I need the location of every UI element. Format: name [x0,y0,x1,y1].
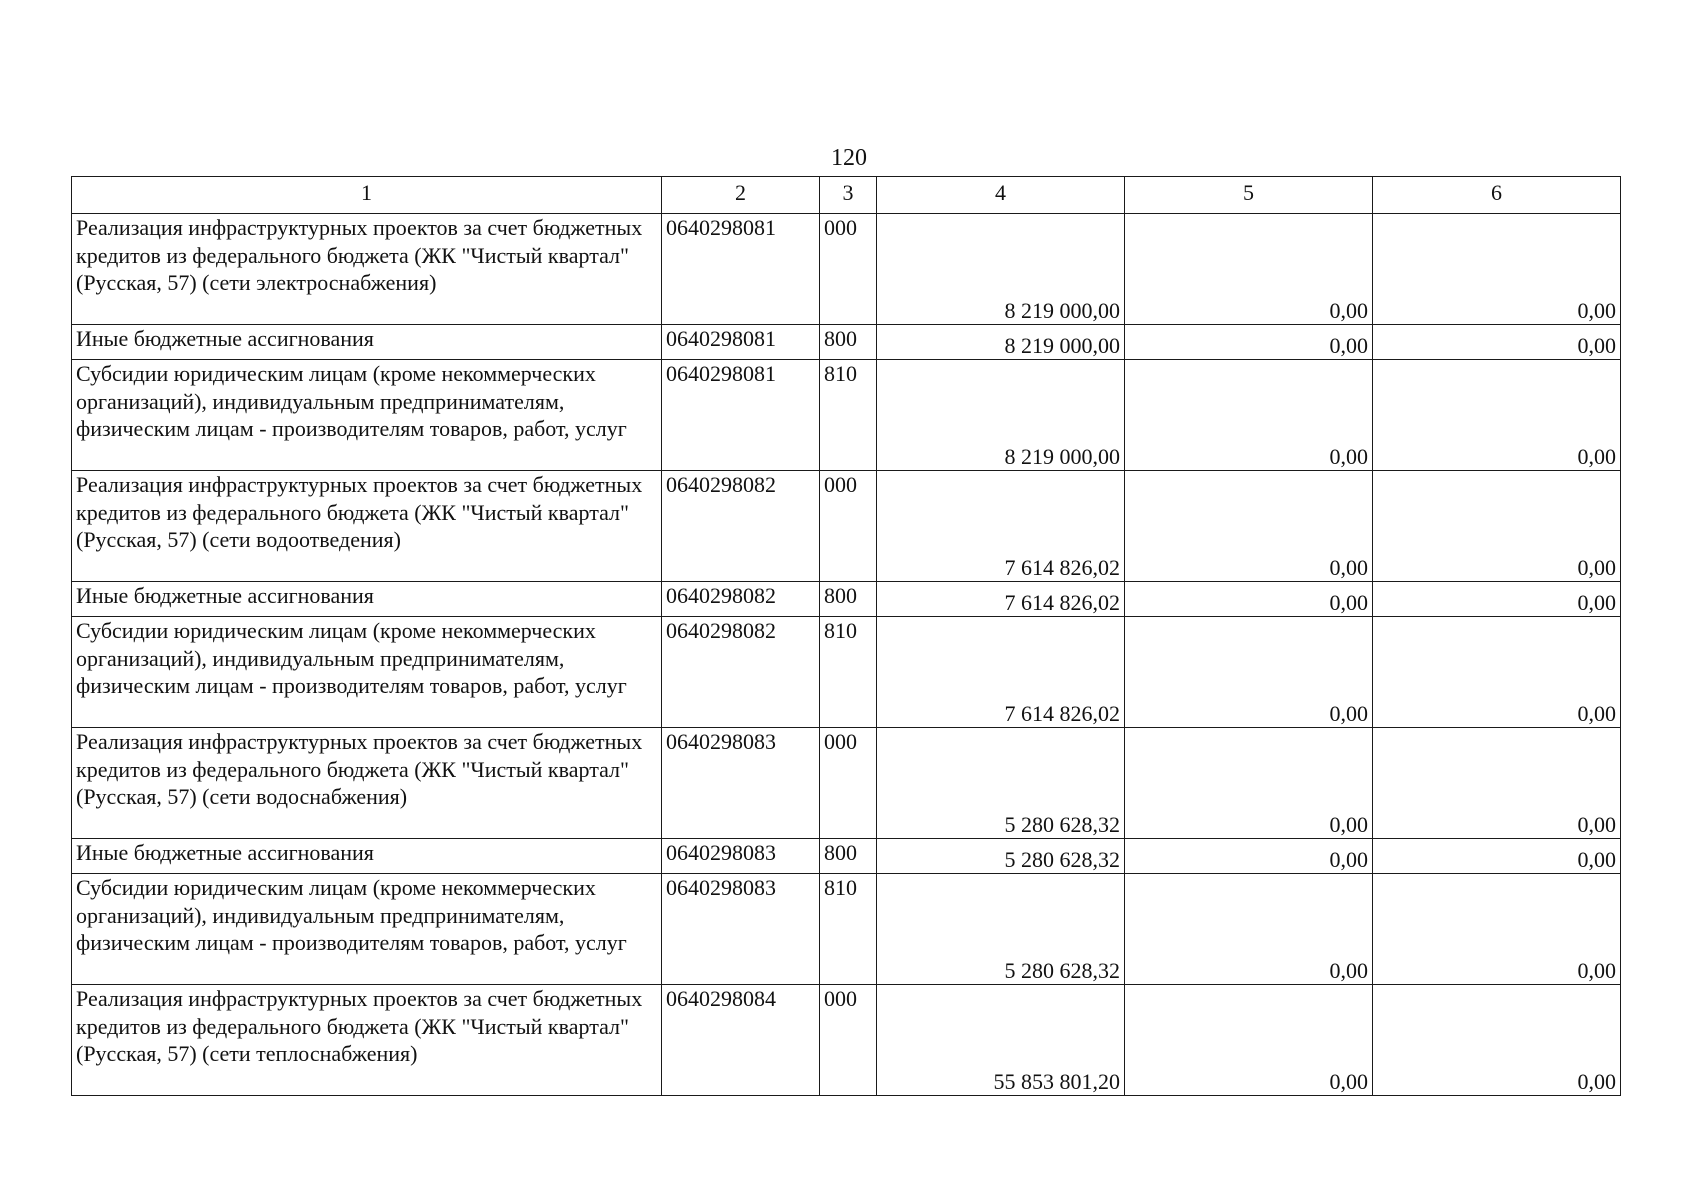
amount-col6: 0,00 [1373,728,1621,839]
target-article-code: 0640298083 [662,839,820,874]
row-name: Иные бюджетные ассигнования [72,325,662,360]
amount-col5: 0,00 [1125,214,1373,325]
table-row [72,214,1621,325]
table-row [72,360,1621,471]
row-name: Реализация инфраструктурных проектов за счет бюджетных кредитов из федерального бюджета (ЖК "Чистый квартал" (Русская, 57) (сети водоотведения) [72,471,662,582]
header-row [72,177,1621,214]
page-number: 120 [831,145,867,171]
row-name: Субсидии юридическим лицам (кроме некоммерческих организаций), индивидуальным предпринимателям, физическим лицам - производителям товаров, работ, услуг [72,617,662,728]
amount-col4: 7 614 826,02 [877,582,1125,617]
column-header: 2 [662,177,820,214]
amount-col6: 0,00 [1373,325,1621,360]
expense-type-code: 000 [820,471,877,582]
table-row [72,728,1621,839]
table-row [72,874,1621,985]
row-name: Иные бюджетные ассигнования [72,839,662,874]
amount-col4: 8 219 000,00 [877,360,1125,471]
target-article-code: 0640298082 [662,617,820,728]
amount-col6: 0,00 [1373,360,1621,471]
amount-col6: 0,00 [1373,617,1621,728]
amount-col5: 0,00 [1125,617,1373,728]
column-header: 1 [72,177,662,214]
column-header: 5 [1125,177,1373,214]
amount-col5: 0,00 [1125,728,1373,839]
row-name: Субсидии юридическим лицам (кроме некоммерческих организаций), индивидуальным предпринимателям, физическим лицам - производителям товаров, работ, услуг [72,360,662,471]
target-article-code: 0640298083 [662,728,820,839]
target-article-code: 0640298084 [662,985,820,1096]
row-name: Иные бюджетные ассигнования [72,582,662,617]
amount-col6: 0,00 [1373,839,1621,874]
expense-type-code: 800 [820,839,877,874]
column-header: 3 [820,177,877,214]
table-header [72,177,1621,214]
table-row [72,617,1621,728]
row-name: Субсидии юридическим лицам (кроме некоммерческих организаций), индивидуальным предпринимателям, физическим лицам - производителям товаров, работ, услуг [72,874,662,985]
amount-col6: 0,00 [1373,471,1621,582]
target-article-code: 0640298083 [662,874,820,985]
expense-type-code: 810 [820,360,877,471]
target-article-code: 0640298081 [662,360,820,471]
amount-col5: 0,00 [1125,839,1373,874]
amount-col5: 0,00 [1125,325,1373,360]
column-header: 6 [1373,177,1621,214]
budget-table [71,176,1621,1096]
expense-type-code: 810 [820,617,877,728]
amount-col5: 0,00 [1125,471,1373,582]
target-article-code: 0640298081 [662,214,820,325]
table-row [72,325,1621,360]
table-row [72,471,1621,582]
expense-type-code: 800 [820,325,877,360]
expense-type-code: 810 [820,874,877,985]
expense-type-code: 000 [820,214,877,325]
amount-col6: 0,00 [1373,985,1621,1096]
row-name: Реализация инфраструктурных проектов за счет бюджетных кредитов из федерального бюджета (ЖК "Чистый квартал" (Русская, 57) (сети электроснабжения) [72,214,662,325]
amount-col5: 0,00 [1125,874,1373,985]
amount-col4: 55 853 801,20 [877,985,1125,1096]
table-row [72,985,1621,1096]
column-header: 4 [877,177,1125,214]
table-body [72,214,1621,1096]
amount-col5: 0,00 [1125,582,1373,617]
amount-col5: 0,00 [1125,360,1373,471]
amount-col4: 8 219 000,00 [877,214,1125,325]
amount-col4: 8 219 000,00 [877,325,1125,360]
amount-col6: 0,00 [1373,874,1621,985]
table-row [72,582,1621,617]
target-article-code: 0640298082 [662,582,820,617]
row-name: Реализация инфраструктурных проектов за счет бюджетных кредитов из федерального бюджета (ЖК "Чистый квартал" (Русская, 57) (сети водоснабжения) [72,728,662,839]
target-article-code: 0640298082 [662,471,820,582]
amount-col5: 0,00 [1125,985,1373,1096]
expense-type-code: 000 [820,985,877,1096]
amount-col4: 5 280 628,32 [877,728,1125,839]
amount-col6: 0,00 [1373,582,1621,617]
expense-type-code: 000 [820,728,877,839]
amount-col4: 5 280 628,32 [877,839,1125,874]
amount-col6: 0,00 [1373,214,1621,325]
row-name: Реализация инфраструктурных проектов за счет бюджетных кредитов из федерального бюджета (ЖК "Чистый квартал" (Русская, 57) (сети теплоснабжения) [72,985,662,1096]
table-row [72,839,1621,874]
amount-col4: 7 614 826,02 [877,471,1125,582]
target-article-code: 0640298081 [662,325,820,360]
amount-col4: 5 280 628,32 [877,874,1125,985]
expense-type-code: 800 [820,582,877,617]
amount-col4: 7 614 826,02 [877,617,1125,728]
